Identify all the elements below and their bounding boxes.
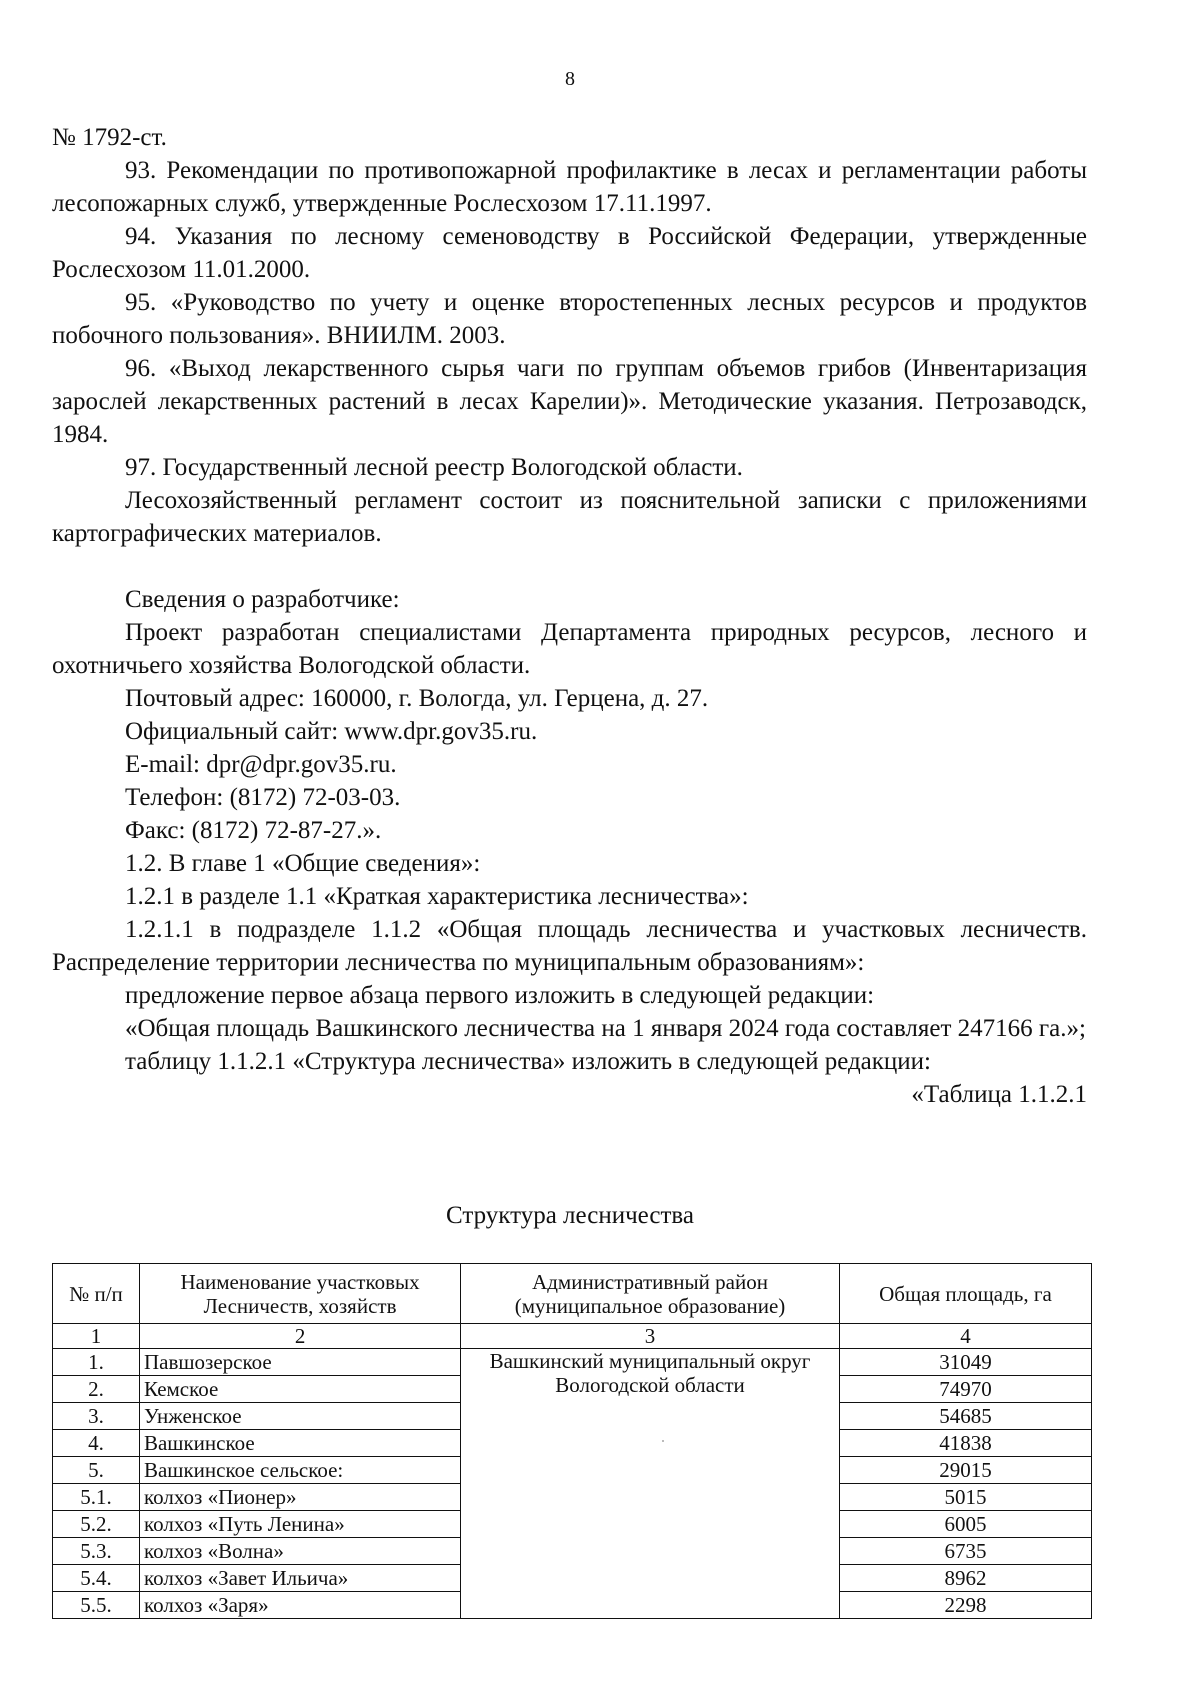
table-header-row — [53, 1264, 1092, 1324]
row-name: колхоз «Волна» — [139, 1538, 460, 1565]
paragraph: «Таблица 1.1.2.1 — [911, 1081, 1087, 1108]
row-number: 1. — [53, 1349, 140, 1376]
row-area: 31049 — [839, 1349, 1091, 1376]
paragraph: 96. «Выход лекарственного сырья чаги по группам объемов грибов (Инвентаризация зарослей лекарственных растений в лесах Карелии)». Методические указания. Петрозаводск, 1984. — [52, 355, 1087, 448]
paragraph: 94. Указания по лесному семеноводству в Российской Федерации, утвержденные Рослесхозом 11.01.2000. — [52, 223, 1087, 283]
paragraph: Официальный сайт: www.dpr.gov35.ru. — [125, 718, 538, 745]
paragraph: 1.2.1.1 в подразделе 1.1.2 «Общая площадь лесничества и участковых лесничеств. Распределение территории лесничества по муниципальным образованиям»: — [52, 916, 1087, 976]
scan-speck — [662, 1440, 664, 1442]
row-name: колхоз «Пионер» — [139, 1484, 460, 1511]
row-name: Павшозерское — [139, 1349, 460, 1376]
paragraph: № 1792-ст. — [52, 124, 167, 151]
row-area: 41838 — [839, 1430, 1091, 1457]
row-area: 29015 — [839, 1457, 1091, 1484]
row-name: Вашкинское — [139, 1430, 460, 1457]
row-number: 5.2. — [53, 1511, 140, 1538]
header-number: № п/п — [53, 1264, 140, 1324]
table-row — [53, 1349, 1092, 1376]
column-number-1: 1 — [53, 1324, 140, 1349]
paragraph: 95. «Руководство по учету и оценке второстепенных лесных ресурсов и продуктов побочного пользования». ВНИИЛМ. 2003. — [52, 289, 1087, 349]
row-number: 3. — [53, 1403, 140, 1430]
row-number: 5.5. — [53, 1592, 140, 1619]
row-area: 74970 — [839, 1376, 1091, 1403]
row-area: 2298 — [839, 1592, 1091, 1619]
paragraph: 93. Рекомендации по противопожарной профилактике в лесах и регламентации работы лесопожарных служб, утвержденные Рослесхозом 17.11.1997. — [52, 157, 1087, 217]
column-number-row — [53, 1324, 1092, 1349]
header-area: Общая площадь, га — [839, 1264, 1091, 1324]
paragraph: 97. Государственный лесной реестр Вологодской области. — [125, 454, 743, 481]
row-area: 8962 — [839, 1565, 1091, 1592]
paragraph: «Общая площадь Вашкинского лесничества на 1 января 2024 года составляет 247166 га.»; — [125, 1015, 1086, 1042]
paragraph: 1.2.1 в разделе 1.1 «Краткая характеристика лесничества»: — [125, 883, 749, 910]
forestry-structure-table — [52, 1263, 1092, 1619]
header-district: Административный район (муниципальное образование) — [461, 1264, 840, 1324]
row-area: 54685 — [839, 1403, 1091, 1430]
row-number: 2. — [53, 1376, 140, 1403]
column-number-2: 2 — [139, 1324, 460, 1349]
body-text — [52, 121, 1087, 1111]
row-area: 5015 — [839, 1484, 1091, 1511]
row-name: Кемское — [139, 1376, 460, 1403]
paragraph: Телефон: (8172) 72-03-03. — [125, 784, 401, 811]
table-title: Структура лесничества — [446, 1202, 694, 1229]
row-name: Вашкинское сельское: — [139, 1457, 460, 1484]
row-number: 5.4. — [53, 1565, 140, 1592]
paragraph: предложение первое абзаца первого изложить в следующей редакции: — [125, 982, 875, 1009]
district-cell: Вашкинский муниципальный округ Вологодской области — [461, 1349, 840, 1619]
row-number: 4. — [53, 1430, 140, 1457]
row-area: 6005 — [839, 1511, 1091, 1538]
column-number-3: 3 — [461, 1324, 840, 1349]
paragraph: E-mail: dpr@dpr.gov35.ru. — [125, 751, 397, 778]
row-name: колхоз «Завет Ильича» — [139, 1565, 460, 1592]
paragraph: Лесохозяйственный регламент состоит из пояснительной записки с приложениями картографических материалов. — [52, 487, 1087, 547]
paragraph: таблицу 1.1.2.1 «Структура лесничества» изложить в следующей редакции: — [125, 1048, 932, 1075]
column-number-4: 4 — [839, 1324, 1091, 1349]
paragraph: 1.2. В главе 1 «Общие сведения»: — [125, 850, 481, 877]
row-number: 5.1. — [53, 1484, 140, 1511]
paragraph: Факс: (8172) 72-87-27.». — [125, 817, 382, 844]
row-name: Унженское — [139, 1403, 460, 1430]
row-area: 6735 — [839, 1538, 1091, 1565]
page-number: 8 — [565, 68, 575, 90]
row-name: колхоз «Путь Ленина» — [139, 1511, 460, 1538]
row-number: 5. — [53, 1457, 140, 1484]
row-name: колхоз «Заря» — [139, 1592, 460, 1619]
paragraph: Сведения о разработчике: — [125, 586, 400, 613]
row-number: 5.3. — [53, 1538, 140, 1565]
paragraph: Проект разработан специалистами Департамента природных ресурсов, лесного и охотничьего хозяйства Вологодской области. — [52, 619, 1087, 679]
paragraph: Почтовый адрес: 160000, г. Вологда, ул. Герцена, д. 27. — [125, 685, 709, 712]
header-name: Наименование участковых Лесничеств, хозяйств — [139, 1264, 460, 1324]
